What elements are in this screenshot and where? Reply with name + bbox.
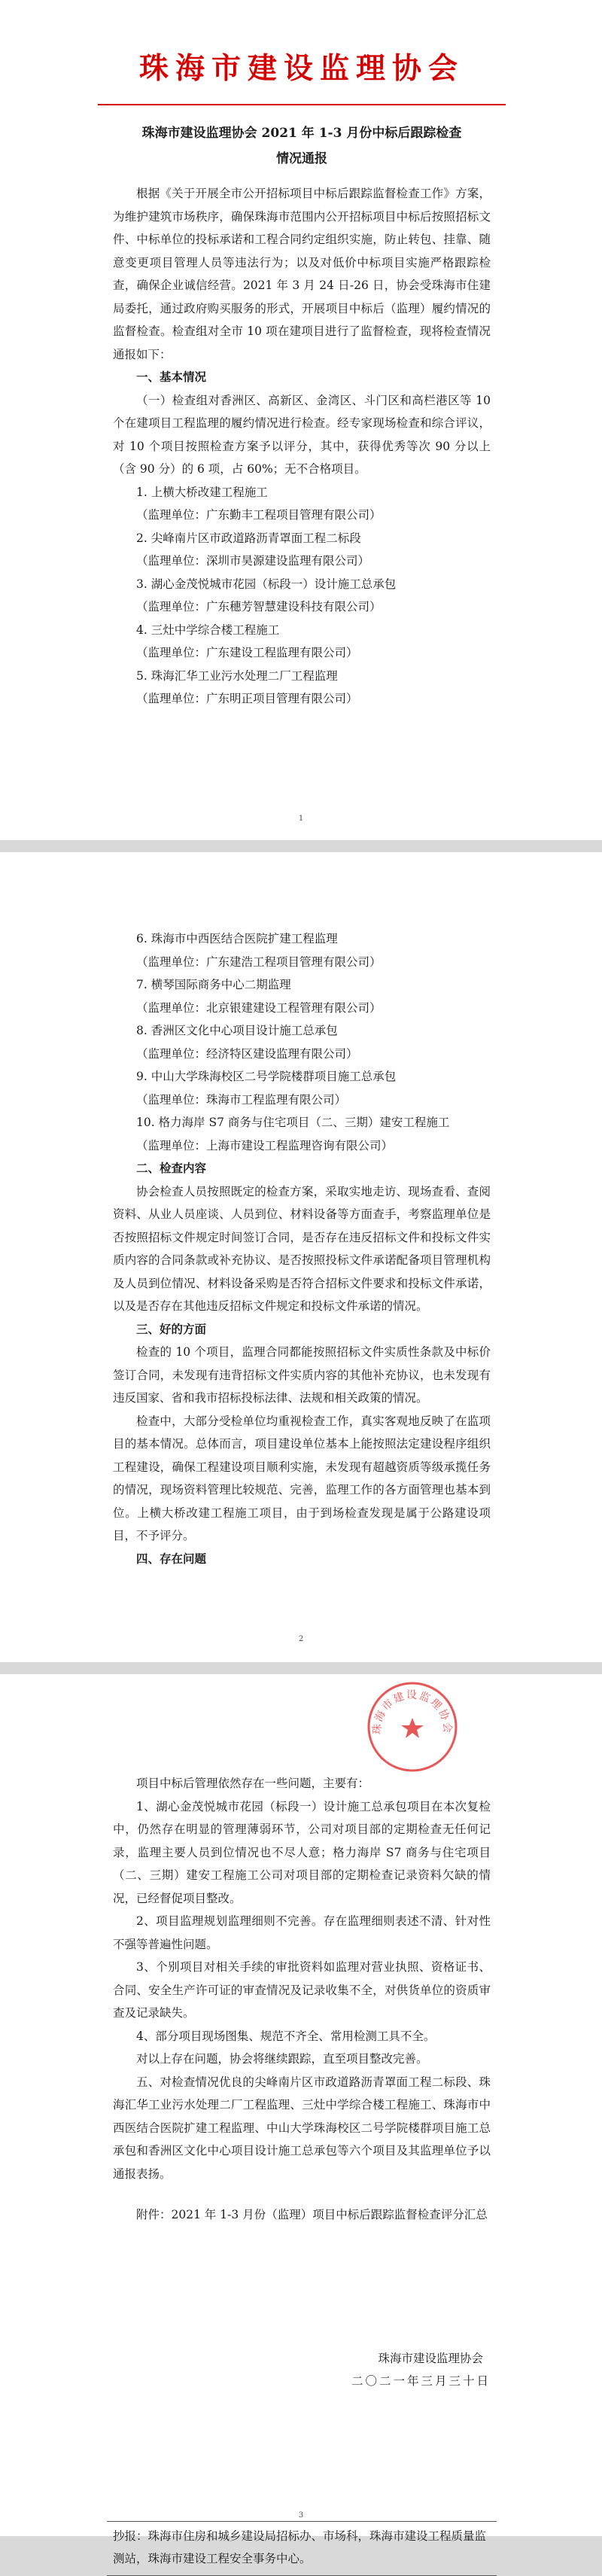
section-heading-good: 三、好的方面 [136, 1321, 207, 1336]
project-name: 2. 尖峰南片区市政道路沥青罩面工程二标段 [136, 531, 361, 545]
good-paragraph-1: 检查的 10 个项目，监理合同都能按照招标文件实质性条款及中标价签订合同，未发现有违背招标文件实质内容的其他补充协议，也未发现有违反国家、省和我市招标投标法律、法规和相关政策的情况。 [113, 1345, 491, 1405]
signature-date: 二〇二一年三月三十日 [351, 2374, 491, 2388]
project-name: 1. 上横大桥改建工程施工 [136, 485, 268, 499]
project-supervisor: （监理单位：广东明正项目管理有限公司） [136, 692, 358, 705]
section-heading-problems: 四、存在问题 [136, 1551, 207, 1566]
org-header: 珠海市建设监理协会 [138, 51, 464, 86]
problem-item: 1、湖心金茂悦城市花园（标段一）设计施工总承包项目在本次复检中，仍然存在明显的管理薄弱环节，公司对项目部的定期检查无任何记录，监理主要人员到位情况也不尽人意；格力海岸 S7 商务与住宅项目（二、三期）建安工程施工公司对项目部的定期检查记录资料欠缺的情况，已经督促项目整改。 [113, 1799, 491, 1905]
page-number: 2 [298, 1635, 304, 1643]
project-name: 3. 湖心金茂悦城市花园（标段一）设计施工总承包 [136, 577, 397, 591]
followup-note: 对以上存在问题，协会将继续跟踪，直至项目整改完善。 [136, 2052, 428, 2066]
content-paragraph: 协会检查人员按照既定的检查方案，采取实地走访、现场查看、查阅资料、从业人员座谈、人员到位、材料设备等方面查手，考察监理单位是否按照招标文件规定时间签订合同，是否存在违反招标文件和投标文件实质内容的合同条款或补充协议、是否按照投标文件承诺配备项目管理机构及人员到位情况、材料设备采购是否符合招标文件要求和投标文件承诺，以及是否存在其他违反招标文件规定和投标文件承诺的情况。 [113, 1184, 491, 1313]
problems-intro: 项目中标后管理依然存在一些问题，主要有： [136, 1777, 370, 1790]
page-number: 3 [298, 2511, 304, 2520]
problem-item: 4、部分项目现场图集、规范不齐全、常用检测工具不全。 [136, 2029, 436, 2043]
project-supervisor: （监理单位：广东建浩工程项目管理有限公司） [136, 955, 382, 969]
project-supervisor: （监理单位：北京银建建设工程管理有限公司） [136, 1000, 382, 1015]
attachment-line: 附件：2021 年 1-3 月份（监理）项目中标后跟踪监督检查评分汇总 [136, 2208, 488, 2221]
page-2 [0, 852, 602, 1662]
commendation-paragraph: 五、对检查情况优良的尖峰南片区市政道路沥青罩面工程二标段、珠海汇华工业污水处理二厂工程监理、三灶中学综合楼工程施工、珠海市中西医结合医院扩建工程监理、中山大学珠海校区二号学院楼群项目施工总承包和香洲区文化中心项目设计施工总承包等六个项目及其监理单位予以通报表扬。 [113, 2075, 491, 2181]
doc-title-line2: 情况通报 [276, 151, 327, 166]
project-supervisor: （监理单位：上海市建设工程监理咨询有限公司） [136, 1138, 394, 1153]
project-name: 7. 横琴国际商务中心二期监理 [136, 978, 291, 991]
project-name: 9. 中山大学珠海校区二号学院楼群项目施工总承包 [136, 1070, 397, 1083]
project-supervisor: （监理单位：深圳市昊源建设监理有限公司） [136, 554, 370, 568]
project-name: 4. 三灶中学综合楼工程施工 [136, 623, 280, 637]
svg-text:珠海市建设监理协会: 珠海市建设监理协会 [371, 1689, 454, 1735]
page-1 [0, 0, 602, 840]
section-heading-content: 二、检查内容 [136, 1161, 207, 1175]
page-3 [0, 1674, 602, 2565]
doc-title-line1: 珠海市建设监理协会 2021 年 1-3 月份中标后跟踪检查 [141, 126, 462, 141]
page-number: 1 [298, 815, 304, 823]
official-seal-icon [366, 1680, 459, 1774]
signature-org: 珠海市建设监理协会 [378, 2351, 483, 2365]
project-supervisor: （监理单位：广东穗芳智慧建设科技有限公司） [136, 600, 382, 614]
intro-paragraph: 根据《关于开展全市公开招标项目中标后跟踪监督检查工作》方案，为维护建筑市场秩序，确保珠海市范围内公开招标项目中标后按照招标文件、中标单位的投标承诺和工程合同约定组织实施，防止转包、挂靠、随意变更项目管理人员等违法行为；以及对低价中标项目实施严格跟踪检查，确保企业诚信经营。2021 年 3 月 24 日-26 日，协会受珠海市住建局委托，通过政府购买服务的形式，开展项目中标后（监理）履约情况的监督检查。检查组对全市 10 项在建项目进行了监督检查，现将检查情况通报如下： [113, 187, 491, 361]
section-heading-basic: 一、基本情况 [136, 370, 207, 384]
project-supervisor: （监理单位：广东建设工程监理有限公司） [136, 646, 358, 659]
problem-item: 2、项目监理规划监理细则不完善。存在监理细则表述不清、针对性不强等普遍性问题。 [113, 1914, 491, 1951]
problem-item: 3、个别项目对相关手续的审批资料如监理对营业执照、资格证书、合同、安全生产许可证的审查情况及记录收集不全，对供货单位的资质审查及记录缺失。 [113, 1960, 491, 2020]
basic-paragraph: （一）检查组对香洲区、高新区、金湾区、斗门区和高栏港区等 10 个在建项目工程监理的履约情况进行检查。经专家现场检查和综合评议，对 10 个项目按照检查方案予以评分，其中，获得优秀等次 90 分以上（含 90 分）的 6 项，占 60%；无不合格项目。 [113, 393, 491, 476]
project-supervisor: （监理单位：广东勤丰工程项目管理有限公司） [136, 508, 382, 522]
project-supervisor: （监理单位：经济特区建设监理有限公司） [136, 1046, 358, 1061]
project-name: 8. 香洲区文化中心项目设计施工总承包 [136, 1024, 338, 1037]
project-supervisor: （监理单位：珠海市工程监理有限公司） [136, 1092, 347, 1107]
project-name: 10. 格力海岸 S7 商务与住宅项目（二、三期）建安工程施工 [136, 1116, 450, 1129]
cc-line: 抄报：珠海市住房和城乡建设局招标办、市场科，珠海市建设工程质量监测站，珠海市建设工程安全事务中心。 [113, 2529, 487, 2565]
good-paragraph-2: 检查中，大部分受检单位均重视检查工作，真实客观地反映了在监项目的基本情况。总体而言，项目建设单位基本上能按照法定建设程序组织工程建设，确保工程建设项目顺利实施，未发现有超越资质等级承揽任务的情况，现场资料管理比较规范、完善，监理工作的各方面管理也基本到位。上横大桥改建工程施工项目，由于到场检查发现是属于公路建设项目，不予评分。 [113, 1414, 491, 1542]
project-name: 5. 珠海汇华工业污水处理二厂工程监理 [136, 668, 338, 683]
project-name: 6. 珠海市中西医结合医院扩建工程监理 [136, 932, 338, 945]
